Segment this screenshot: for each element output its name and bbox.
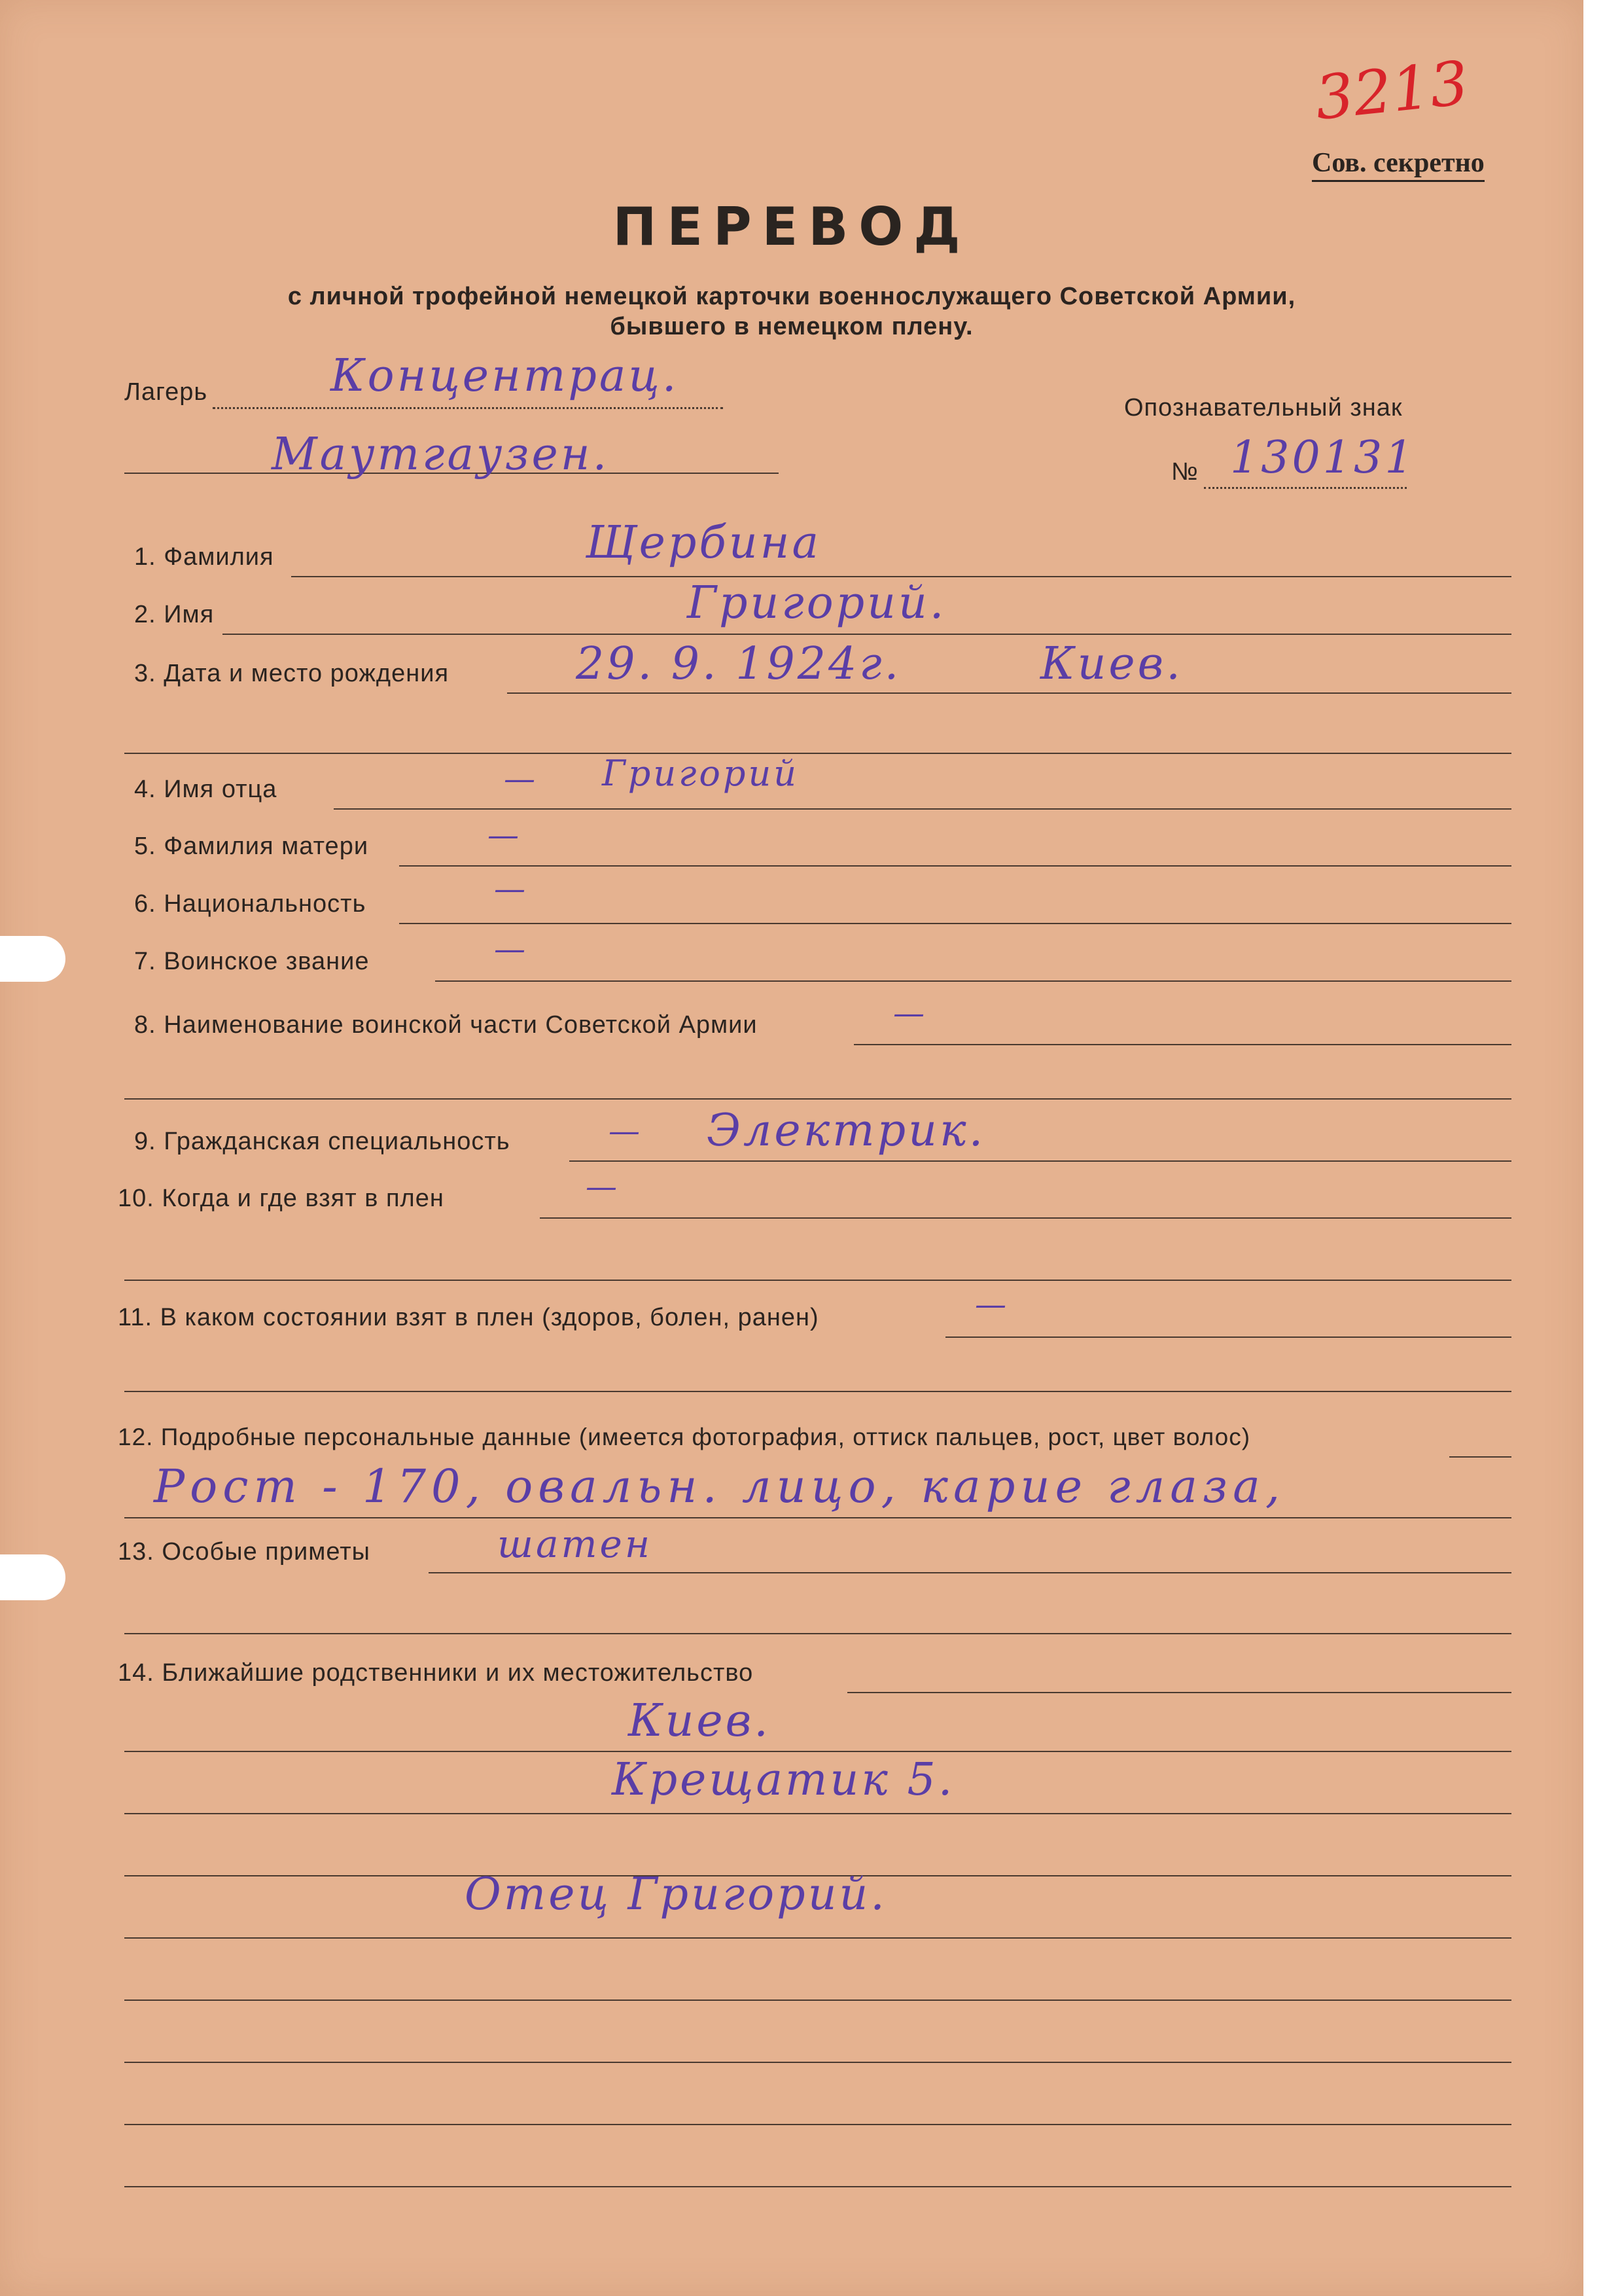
field-9-label: 9. Гражданская специальность <box>134 1128 510 1155</box>
classification-mark: Сов. секретно <box>1312 147 1485 182</box>
field-3-value-date: 29. 9. 1924г. <box>576 638 902 690</box>
field-1-value: Щербина <box>586 517 821 569</box>
field-8-value: — <box>893 995 927 1031</box>
field-3-continuation-line <box>124 753 1511 754</box>
field-7-value: — <box>494 931 528 967</box>
camp-label: Лагерь <box>124 378 208 406</box>
subtitle-line-2: бывшего в немецком плену. <box>610 313 974 340</box>
field-14-line-3 <box>124 1813 1511 1814</box>
field-10-continuation-line <box>124 1280 1511 1281</box>
field-4-line <box>334 808 1511 810</box>
archive-number: 3213 <box>1312 48 1472 134</box>
camp-dotted-line <box>213 407 723 409</box>
field-4-dash: — <box>504 761 538 797</box>
field-6-line <box>399 923 1511 924</box>
field-12-label: 12. Подробные персональные данные (имеется фотография, оттиск пальцев, рост, цвет волос) <box>118 1424 1251 1450</box>
field-14-value-line-3: Отец Григорий. <box>465 1869 887 1920</box>
field-4-value: Григорий <box>602 753 800 794</box>
field-14-value-line-1: Киев. <box>628 1695 771 1747</box>
field-3-label: 3. Дата и место рождения <box>134 660 450 687</box>
subtitle-line-1: с личной трофейной немецкой карточки военнослужащего Советской Армии, <box>287 283 1296 310</box>
field-2-label: 2. Имя <box>134 601 215 628</box>
field-4-label: 4. Имя отца <box>134 776 277 803</box>
id-tag-value: 130131 <box>1230 432 1416 484</box>
field-11-label: 11. В каком состоянии взят в плен (здоров, болен, ранен) <box>118 1304 819 1331</box>
field-14-line-2 <box>124 1751 1511 1752</box>
field-8-label: 8. Наименование воинской части Советской Армии <box>134 1011 758 1039</box>
camp-value-line-1: Концентрац. <box>330 350 679 402</box>
field-7-line <box>435 980 1511 982</box>
field-13-line <box>429 1572 1511 1573</box>
id-tag-dotted-line <box>1204 487 1407 489</box>
field-3-value-place: Киев. <box>1040 638 1183 690</box>
field-14-line-8 <box>124 2124 1511 2125</box>
field-3-line <box>507 692 1511 694</box>
field-6-value: — <box>494 870 528 907</box>
field-13-label: 13. Особые приметы <box>118 1538 370 1566</box>
field-11-value: — <box>975 1286 1009 1323</box>
field-14-line-7 <box>124 2062 1511 2063</box>
field-12-value: Рост - 170, овальн. лицо, карие глаза, <box>154 1460 1286 1513</box>
field-9-dash: — <box>608 1113 643 1149</box>
field-10-line <box>540 1217 1511 1219</box>
field-13-continuation-line <box>124 1633 1511 1634</box>
field-5-label: 5. Фамилия матери <box>134 833 369 860</box>
punch-hole-bottom <box>0 1554 65 1600</box>
field-9-line <box>569 1160 1511 1162</box>
field-13-value: шатен <box>497 1522 653 1566</box>
field-1-label: 1. Фамилия <box>134 543 274 571</box>
field-2-value: Григорий. <box>687 577 947 629</box>
camp-value-line-2: Маутгаузен. <box>272 429 610 480</box>
field-10-value: — <box>586 1168 620 1205</box>
punch-hole-top <box>0 936 65 982</box>
field-11-line <box>945 1336 1511 1338</box>
field-7-label: 7. Воинское звание <box>134 948 370 975</box>
field-8-continuation-line <box>124 1098 1511 1100</box>
field-12-continuation-line <box>124 1517 1511 1518</box>
id-tag-number-sign: № <box>1171 458 1199 486</box>
field-9-value: Электрик. <box>707 1105 986 1157</box>
field-10-label: 10. Когда и где взят в плен <box>118 1185 444 1212</box>
field-14-line <box>847 1692 1511 1693</box>
field-6-label: 6. Национальность <box>134 890 366 918</box>
field-11-continuation-line <box>124 1391 1511 1392</box>
field-5-line <box>399 865 1511 867</box>
document-title: ПЕРЕВОД <box>612 196 971 257</box>
field-8-line <box>854 1044 1511 1045</box>
field-14-line-5 <box>124 1937 1511 1939</box>
id-tag-label: Опознавательный знак <box>1124 394 1403 422</box>
field-14-line-9 <box>124 2186 1511 2187</box>
field-14-line-6 <box>124 2000 1511 2001</box>
field-14-value-line-2: Крещатик 5. <box>612 1754 955 1806</box>
field-14-label: 14. Ближайшие родственники и их местожительство <box>118 1659 754 1687</box>
field-5-value: — <box>487 817 521 853</box>
field-2-line <box>222 634 1511 635</box>
field-12-line <box>1449 1456 1511 1458</box>
